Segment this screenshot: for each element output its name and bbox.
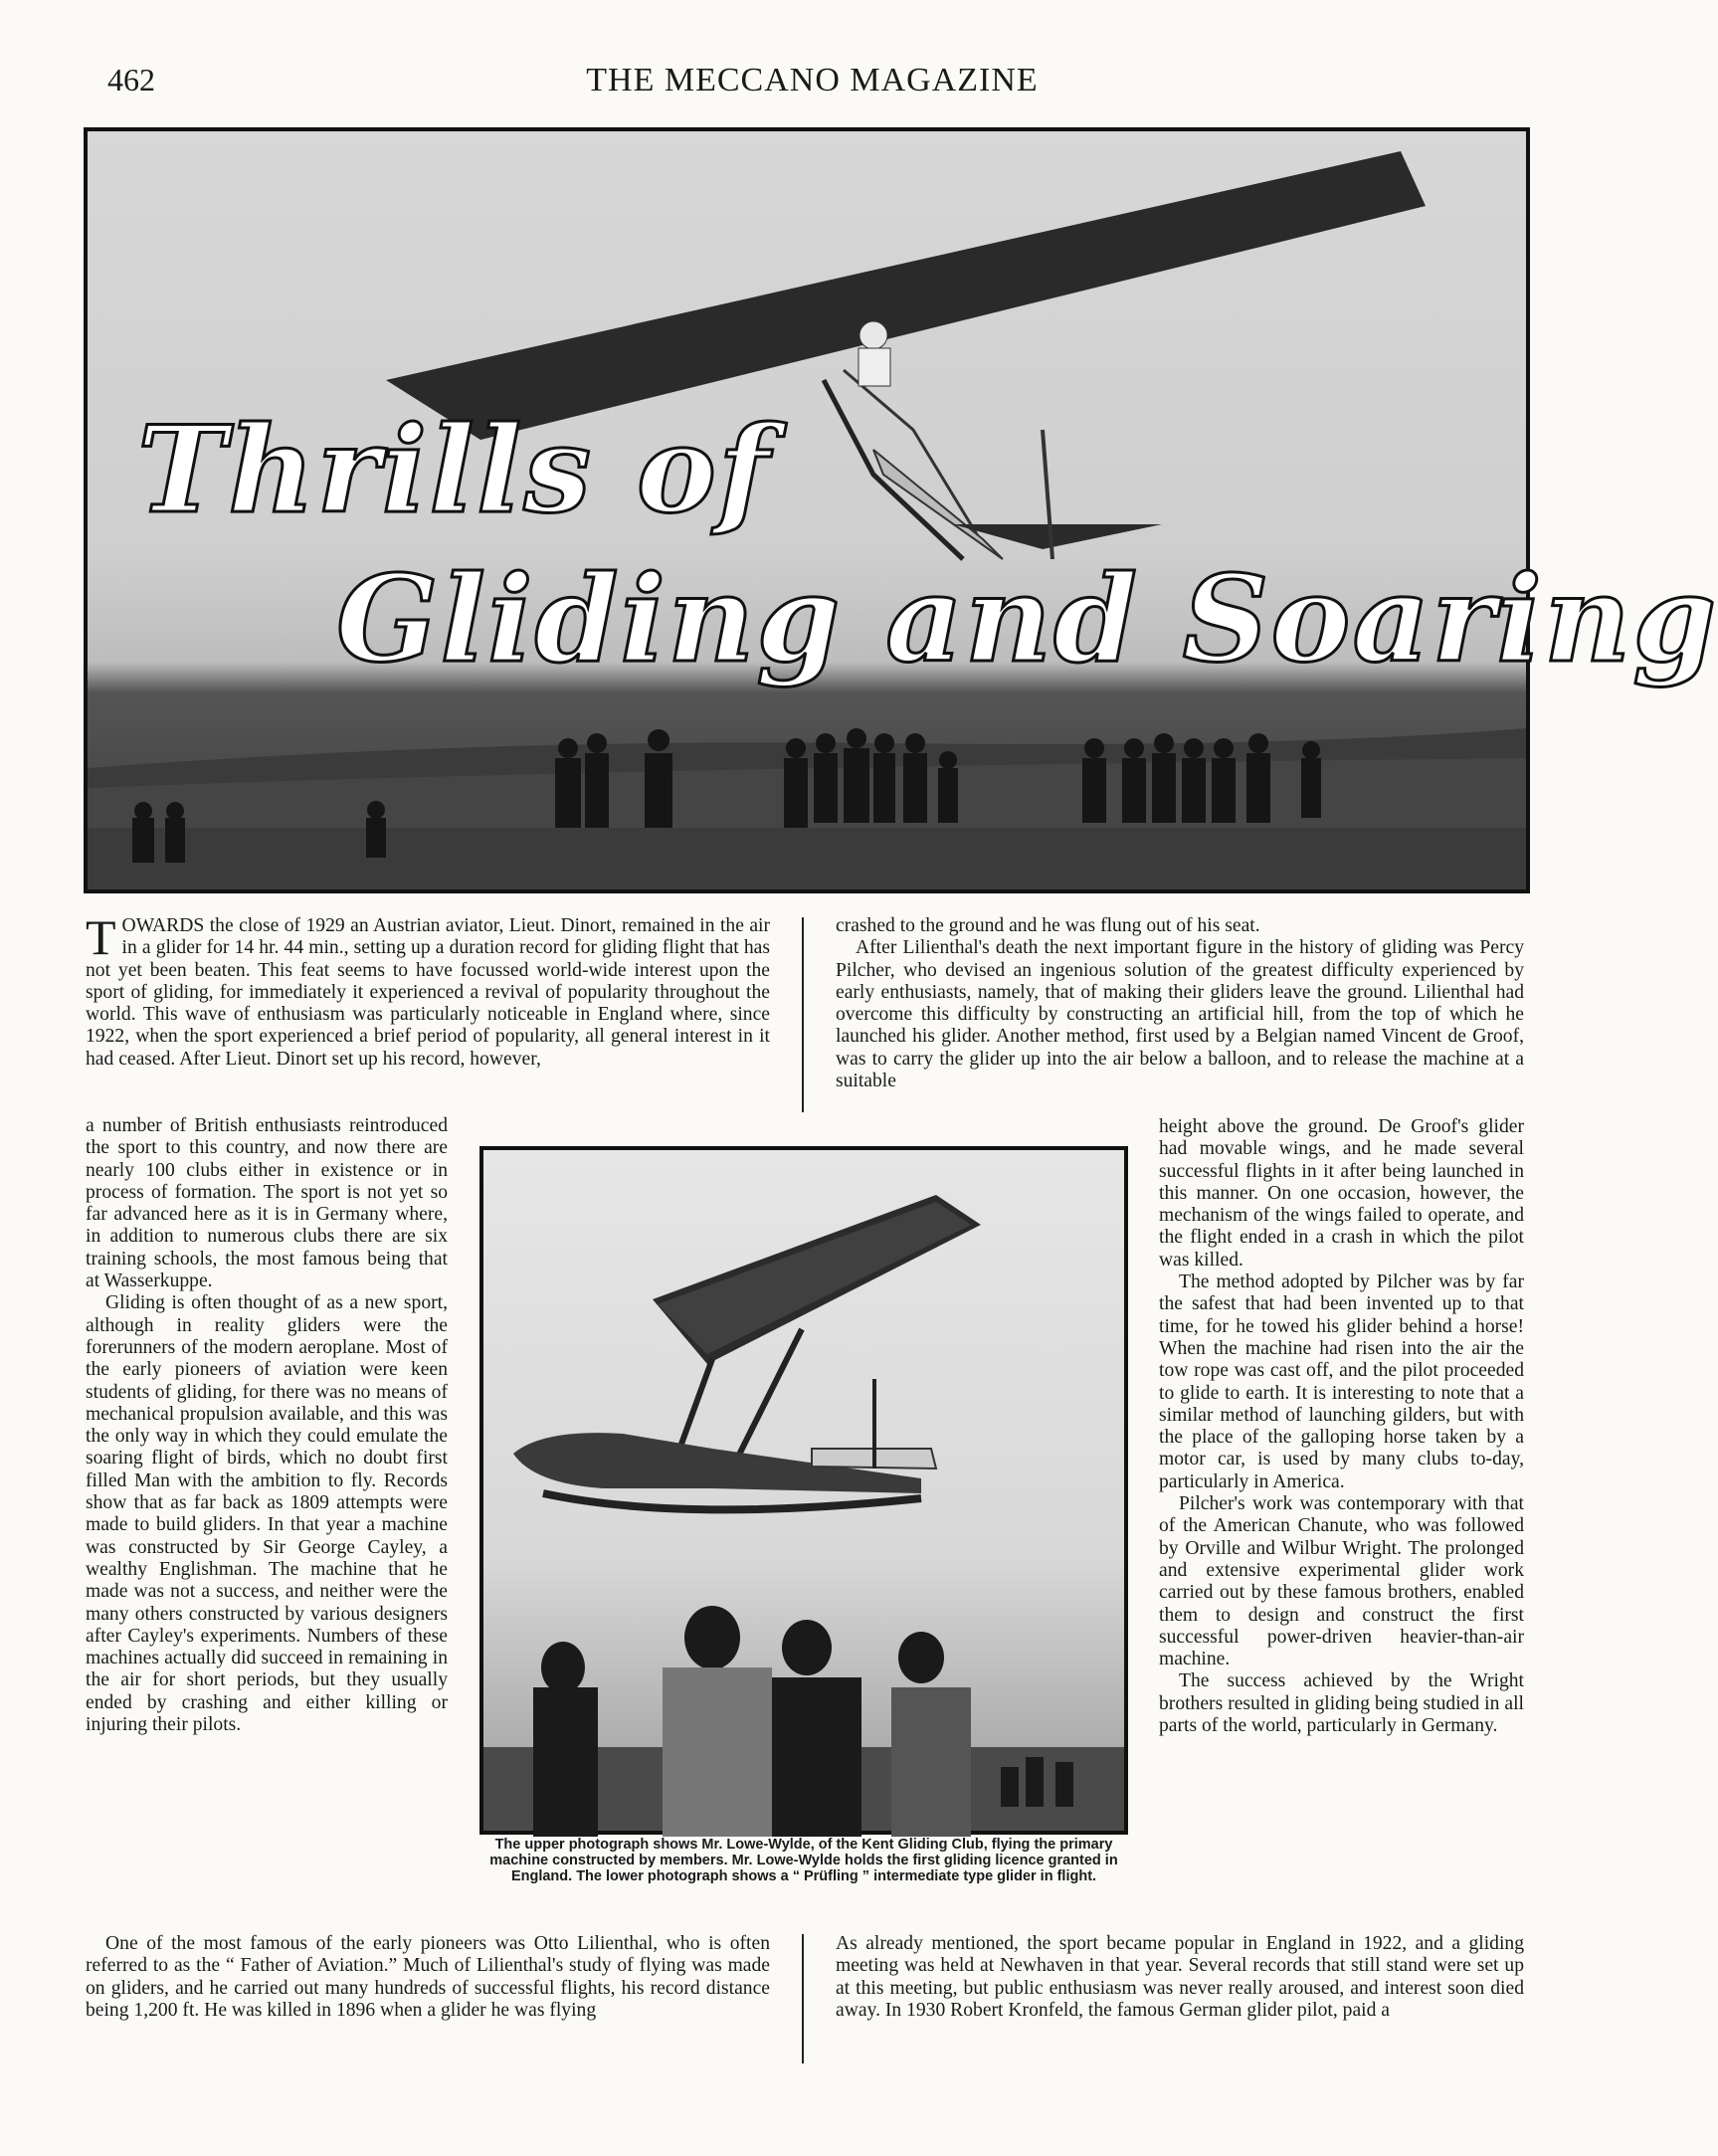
article-paragraph: TOWARDS the close of 1929 an Austrian aviator, Lieut. Dinort, remained in the air in a glider for 14 hr. 44 min., setting up a duration record for gliding flight that has not yet been beaten. This feat seems to have focussed world-wide interest upon the sport of gliding, for immediately it experienced a revival of popularity throughout the world. This wave of enthusiasm was particularly noticeable in England where, since 1922, when the sport experienced a brief period of popularity, all general interest in it had ceased. After Lieut. Dinort set up his record, however,	[86, 909, 770, 1070]
article-paragraph: height above the ground. De Groof's glider had movable wings, and he made several successful flights in it after being launched in this manner. On one occasion, however, the mechanism of the wings failed to operate, and the flight ended in a crash in which the pilot was killed.	[1159, 1116, 1524, 1271]
article-right-top	[836, 915, 1524, 1092]
article-left-wrap	[86, 1115, 448, 1736]
hero-title-line-1: Thrills of	[137, 400, 772, 540]
article-paragraph: Gliding is often thought of as a new sport, although in reality gliders were the forerunners of the modern aeroplane. Most of the early pioneers of aviation were keen students of gliding, for there was no means of mechanical propulsion available, and this was the only way in which they could emulate the soaring flight of birds, which no doubt first filled Man with the ambition to fly. Records show that as far back as 1809 attempts were made to build gliders. In that year a machine was constructed by Sir George Cayley, a wealthy Englishman. The machine that he made was not a success, and neither were the many others constructed by various designers after Cayley's experiments. Numbers of these machines actually did succeed in remaining in the air for short periods, but they usually ended by crashing and either killing or injuring their pilots.	[86, 1292, 448, 1736]
article-right-wrap	[1159, 1116, 1524, 1737]
glider-photograph	[479, 1146, 1128, 1835]
article-paragraph: crashed to the ground and he was flung out of his seat.	[836, 915, 1260, 936]
article-left-bottom	[86, 1933, 770, 2022]
hero-glider-wing	[386, 151, 1426, 440]
article-paragraph: After Lilienthal's death the next important figure in the history of gliding was Percy Pilcher, who devised an ingenious solution of the greatest difficulty experienced by early enthusiasts, namely, that of making their gliders leave the ground. Lilienthal had overcome this difficulty by constructing an artificial hill, from the top of which he launched his glider. Another method, first used by a Belgian named Vincent de Groof, was to carry the glider up into the air below a balloon, and to release the machine at a suitable	[836, 937, 1524, 1092]
hero-pilot	[859, 348, 890, 386]
column-divider	[802, 1934, 804, 2063]
spectator-crowd	[483, 1606, 1124, 1837]
article-paragraph: As already mentioned, the sport became popular in England in 1922, and a gliding meeting was held at Newhaven in that year. Several records that still stand were set up at this meeting, but public enthusiasm was never really aroused, and interest soon died away. In 1930 Robert Kronfeld, the famous German glider pilot, paid a	[836, 1933, 1524, 2021]
article-paragraph: One of the most famous of the early pioneers was Otto Lilienthal, who is often referred to as the “ Father of Aviation.” Much of Lilienthal's study of flying was made on gliders, and he carried out many hundreds of successful flights, his record distance being 1,200 ft. He was killed in 1896 when a glider he was flying	[86, 1933, 770, 2021]
article-paragraph: The success achieved by the Wright brothers resulted in gliding being studied in all parts of the world, particularly in Germany.	[1159, 1670, 1524, 1737]
article-right-bottom	[836, 1933, 1524, 2022]
page-number: 462	[107, 62, 155, 98]
glider-photo-art	[483, 1150, 1124, 1831]
article-paragraph: Pilcher's work was contemporary with that of the American Chanute, who was followed by Orville and Wilbur Wright. The prolonged and extensive experimental glider work carried out by these famous brothers, enabled them to design and construct the first successful power-driven heavier-than-air machine.	[1159, 1493, 1524, 1670]
article-paragraph: The method adopted by Pilcher was by far the safest that had been invented up to that time, for he towed his glider behind a horse! When the machine had risen into the air the tow rope was cast off, and the pilot proceeded to glide to earth. It is interesting to note that a similar method of launching gilders, but with the place of the galloping horse taken by a motor car, is used by many clubs to-day, particularly in America.	[1159, 1272, 1524, 1492]
running-title: THE MECCANO MAGAZINE	[586, 62, 1039, 98]
photo-caption: The upper photograph shows Mr. Lowe-Wylde, of the Kent Gliding Club, flying the primary machine constructed by members. Mr. Lowe-Wylde holds the first gliding licence granted in England. The lower photograph shows a “ Prüfling ” intermediate type glider in flight.	[489, 1837, 1118, 1884]
dropcap: T	[86, 909, 116, 965]
column-divider	[802, 917, 804, 1112]
hero-title-line-2: Gliding and Soaring	[336, 549, 1718, 689]
article-paragraph: a number of British enthusiasts reintroduced the sport to this country, and now there are nearly 100 clubs either in existence or in process of formation. The sport is not yet so far advanced here as it is in Germany where, in addition to numerous clubs there are six training schools, the most famous being that at Wasserkuppe.	[86, 1115, 448, 1292]
article-left-top	[86, 909, 770, 1071]
hero-photograph	[84, 127, 1718, 893]
